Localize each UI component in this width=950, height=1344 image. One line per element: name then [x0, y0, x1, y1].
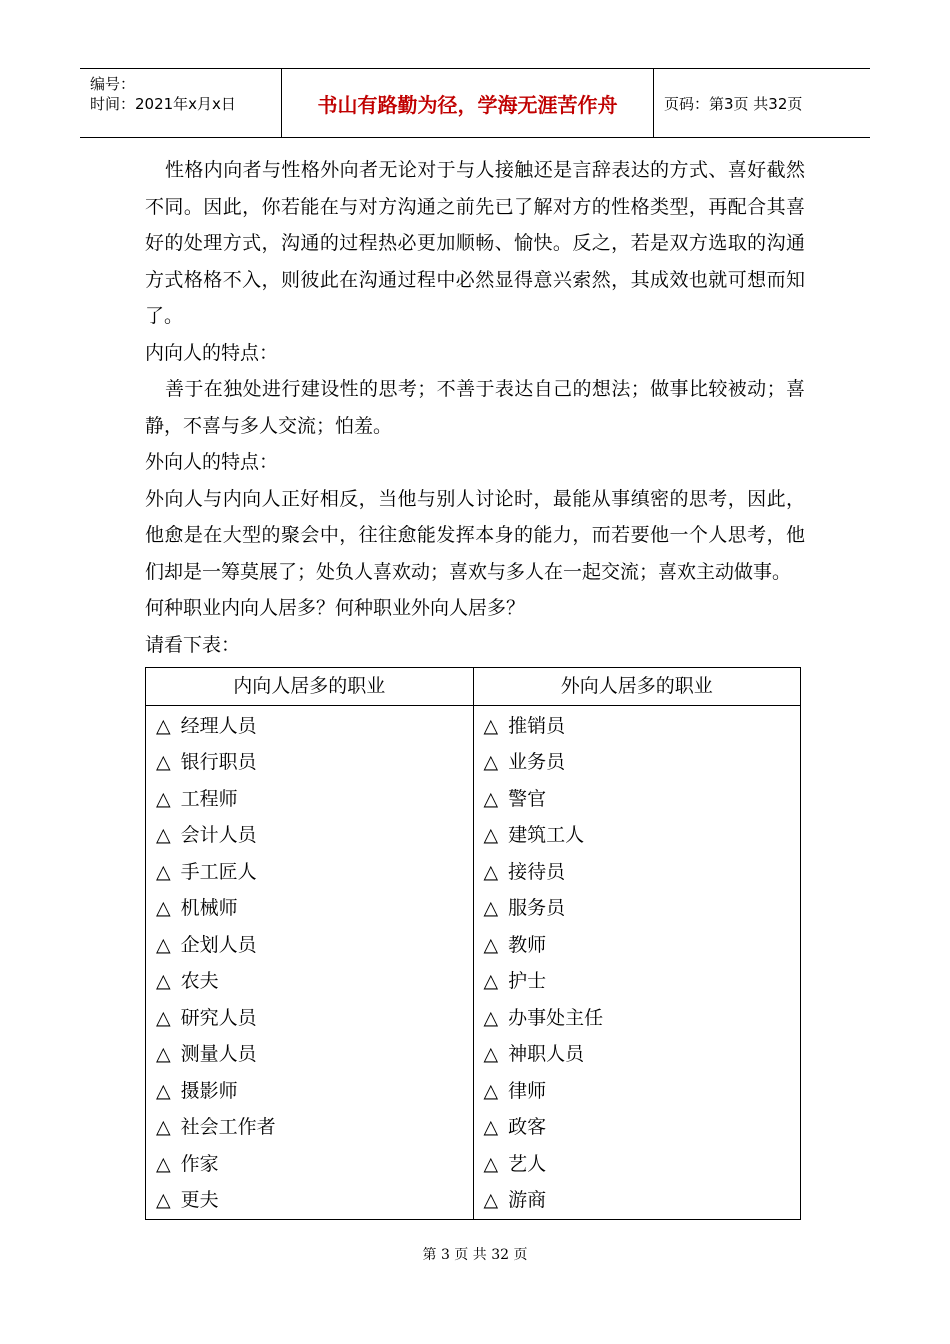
- introvert-profession-cell: [146, 854, 474, 891]
- introvert-profession-cell: [146, 1146, 474, 1183]
- triangle-marker-icon: △: [483, 787, 499, 810]
- profession-label: 经理人员: [180, 714, 257, 737]
- triangle-marker-icon: △: [156, 787, 171, 810]
- header-meta: [80, 69, 282, 137]
- table-row: [146, 781, 801, 818]
- introvert-heading: 内向人的特点：: [145, 341, 279, 364]
- introvert-profession-cell: [146, 744, 474, 781]
- profession-label: 律师: [508, 1079, 547, 1102]
- profession-label: 建筑工人: [508, 824, 585, 846]
- profession-label: 业务员: [508, 751, 566, 773]
- introvert-profession-cell: [146, 705, 474, 744]
- extrovert-profession-cell: [473, 1146, 801, 1183]
- extrovert-profession-cell: [473, 890, 801, 927]
- page-header: [80, 68, 870, 138]
- triangle-marker-icon: △: [156, 1189, 171, 1211]
- extrovert-profession-cell: [473, 1036, 801, 1073]
- introvert-profession-cell: [146, 1109, 474, 1146]
- introvert-column-header: 内向人居多的职业: [146, 668, 474, 706]
- triangle-marker-icon: △: [156, 1043, 171, 1065]
- triangle-marker-icon: △: [156, 824, 171, 846]
- introvert-profession-cell: [146, 1073, 474, 1110]
- profession-table: [145, 667, 801, 1220]
- profession-label: 政客: [508, 1116, 547, 1138]
- document-time-label: 时间：2021年x月x日: [90, 95, 236, 113]
- triangle-marker-icon: △: [156, 1116, 171, 1138]
- header-motto: 书山有路勤为径，学海无涯苦作舟: [282, 69, 654, 137]
- triangle-marker-icon: △: [156, 751, 171, 773]
- page-footer: 第 3 页 共 32 页: [422, 1247, 528, 1263]
- table-row: [146, 1109, 801, 1146]
- table-row: [146, 1073, 801, 1110]
- introvert-profession-cell: [146, 1000, 474, 1037]
- profession-label: 手工匠人: [180, 860, 257, 883]
- profession-label: 艺人: [508, 1152, 547, 1175]
- table-row: [146, 1000, 801, 1037]
- triangle-marker-icon: △: [156, 1152, 171, 1175]
- table-row: [146, 963, 801, 1000]
- introvert-profession-cell: [146, 890, 474, 927]
- introvert-profession-cell: [146, 1182, 474, 1219]
- introvert-profession-cell: [146, 963, 474, 1000]
- document-number-label: 编号：: [90, 75, 136, 93]
- table-row: [146, 890, 801, 927]
- profession-label: 推销员: [508, 714, 566, 737]
- table-row: [146, 817, 801, 854]
- triangle-marker-icon: △: [156, 1079, 171, 1102]
- triangle-marker-icon: △: [483, 1043, 499, 1065]
- triangle-marker-icon: △: [156, 860, 171, 883]
- extrovert-paragraph: 外向人与内向人正好相反，当他与别人讨论时，最能从事缜密的思考，因此，他愈是在大型的聚会中，往往愈能发挥本身的能力，而若要他一个人思考，他们却是一筹莫展了；处负人喜欢动；喜欢与多人在一起交流；喜欢主动做事。: [145, 487, 805, 583]
- triangle-marker-icon: △: [483, 860, 499, 883]
- profession-label: 更夫: [180, 1189, 219, 1211]
- profession-label: 作家: [180, 1152, 219, 1175]
- triangle-marker-icon: △: [483, 970, 499, 992]
- profession-label: 警官: [508, 787, 547, 810]
- triangle-marker-icon: △: [483, 897, 499, 919]
- triangle-marker-icon: △: [483, 824, 499, 846]
- extrovert-profession-cell: [473, 744, 801, 781]
- profession-label: 测量人员: [180, 1043, 257, 1065]
- triangle-marker-icon: △: [483, 751, 499, 773]
- intro-paragraph: 性格内向者与性格外向者无论对于与人接触还是言辞表达的方式、喜好截然不同。因此，你若能在与对方沟通之前先已了解对方的性格类型，再配合其喜好的处理方式，沟通的过程热必更加顺畅、愉快。反之，若是双方选取的沟通方式格格不入，则彼此在沟通过程中必然显得意兴索然，其成效也就可想而知了。: [145, 159, 805, 327]
- profession-label: 服务员: [508, 897, 566, 919]
- extrovert-profession-cell: [473, 817, 801, 854]
- document-body: [145, 152, 805, 1220]
- table-header-row: [146, 668, 801, 706]
- table-row: [146, 1182, 801, 1219]
- introvert-profession-cell: [146, 781, 474, 818]
- triangle-marker-icon: △: [483, 933, 499, 956]
- extrovert-profession-cell: [473, 854, 801, 891]
- extrovert-heading: 外向人的特点：: [145, 451, 279, 473]
- table-row: [146, 1146, 801, 1183]
- extrovert-profession-cell: [473, 1000, 801, 1037]
- extrovert-profession-cell: [473, 963, 801, 1000]
- extrovert-column-header: 外向人居多的职业: [473, 668, 801, 706]
- triangle-marker-icon: △: [483, 1116, 499, 1138]
- introvert-profession-cell: [146, 817, 474, 854]
- profession-label: 会计人员: [180, 824, 257, 846]
- see-table-line: 请看下表：: [145, 633, 241, 656]
- question-line: 何种职业内向人居多？何种职业外向人居多？: [145, 597, 526, 619]
- table-row: [146, 705, 801, 744]
- profession-label: 农夫: [180, 970, 219, 992]
- extrovert-profession-cell: [473, 1109, 801, 1146]
- profession-label: 工程师: [180, 787, 238, 810]
- table-body: [146, 705, 801, 1219]
- extrovert-profession-cell: [473, 705, 801, 744]
- triangle-marker-icon: △: [483, 1079, 499, 1102]
- extrovert-profession-cell: [473, 1182, 801, 1219]
- triangle-marker-icon: △: [483, 714, 499, 737]
- profession-label: 教师: [508, 933, 547, 956]
- triangle-marker-icon: △: [156, 1006, 171, 1029]
- table-row: [146, 744, 801, 781]
- triangle-marker-icon: △: [483, 1006, 499, 1029]
- header-page-info: 页码：第3页 共32页: [664, 94, 803, 113]
- profession-label: 接待员: [508, 860, 566, 883]
- extrovert-profession-cell: [473, 927, 801, 964]
- profession-label: 办事处主任: [508, 1006, 604, 1029]
- triangle-marker-icon: △: [483, 1152, 499, 1175]
- profession-label: 摄影师: [180, 1079, 238, 1102]
- triangle-marker-icon: △: [156, 933, 171, 956]
- table-row: [146, 1036, 801, 1073]
- introvert-paragraph: 善于在独处进行建设性的思考；不善于表达自己的想法；做事比较被动；喜静，不喜与多人交流；怕羞。: [145, 378, 805, 437]
- extrovert-profession-cell: [473, 781, 801, 818]
- profession-label: 银行职员: [180, 751, 257, 773]
- triangle-marker-icon: △: [483, 1189, 499, 1211]
- triangle-marker-icon: △: [156, 714, 171, 737]
- profession-label: 游商: [508, 1189, 547, 1211]
- triangle-marker-icon: △: [156, 970, 171, 992]
- profession-label: 社会工作者: [180, 1116, 276, 1138]
- profession-label: 企划人员: [180, 933, 257, 956]
- table-row: [146, 854, 801, 891]
- profession-label: 神职人员: [508, 1043, 585, 1065]
- introvert-profession-cell: [146, 1036, 474, 1073]
- triangle-marker-icon: △: [156, 897, 171, 919]
- profession-label: 护士: [508, 970, 547, 992]
- extrovert-profession-cell: [473, 1073, 801, 1110]
- table-row: [146, 927, 801, 964]
- introvert-profession-cell: [146, 927, 474, 964]
- profession-label: 机械师: [180, 897, 238, 919]
- profession-label: 研究人员: [180, 1006, 257, 1029]
